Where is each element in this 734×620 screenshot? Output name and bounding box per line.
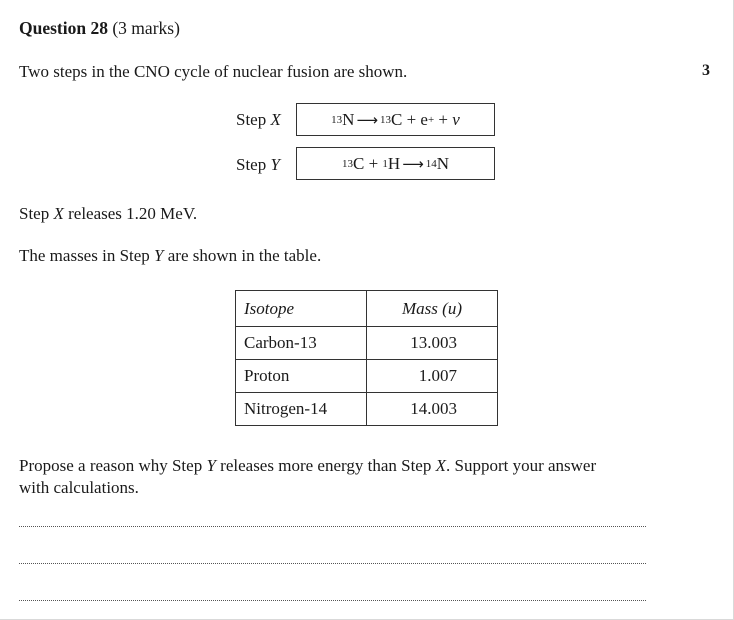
answer-line[interactable]	[19, 563, 646, 564]
isotope-cell: Nitrogen-14	[236, 393, 367, 426]
table-header-row	[236, 291, 498, 327]
marks-margin-number: 3	[702, 62, 710, 79]
table-row	[236, 360, 498, 393]
question-number: Question 28	[19, 18, 108, 38]
mass-cell: 1.007	[367, 360, 498, 393]
answer-line[interactable]	[19, 526, 646, 527]
table-intro-text: The masses in Step Y are shown in the table.	[19, 246, 322, 265]
arrow-icon: ⟶	[402, 154, 424, 173]
header-isotope: Isotope	[236, 291, 367, 327]
isotope-cell: Proton	[236, 360, 367, 393]
mass-table	[235, 290, 498, 426]
table-row	[236, 393, 498, 426]
question-prompt-line1: Propose a reason why Step Y releases more energy than Step X. Support your answer	[19, 456, 597, 475]
step-x-equation-box: 13 N ⟶ 13 C + e + + v	[296, 103, 495, 136]
answer-line[interactable]	[19, 600, 646, 601]
question-heading	[19, 18, 180, 39]
step-x-release-text: Step X releases 1.20 MeV.	[19, 204, 198, 223]
step-y-equation-box: 13 C + 1 H ⟶ 14 N	[296, 147, 495, 180]
question-marks: (3 marks)	[112, 18, 180, 38]
arrow-icon: ⟶	[356, 110, 378, 129]
header-mass: Mass (u)	[367, 291, 498, 327]
step-y-label: Step Y	[236, 155, 280, 174]
isotope-cell: Carbon-13	[236, 327, 367, 360]
step-x-label: Step X	[236, 110, 281, 129]
table-row	[236, 327, 498, 360]
mass-cell: 14.003	[367, 393, 498, 426]
question-prompt-line2: with calculations.	[19, 478, 139, 497]
intro-text: Two steps in the CNO cycle of nuclear fusion are shown.	[19, 62, 408, 81]
mass-cell: 13.003	[367, 327, 498, 360]
